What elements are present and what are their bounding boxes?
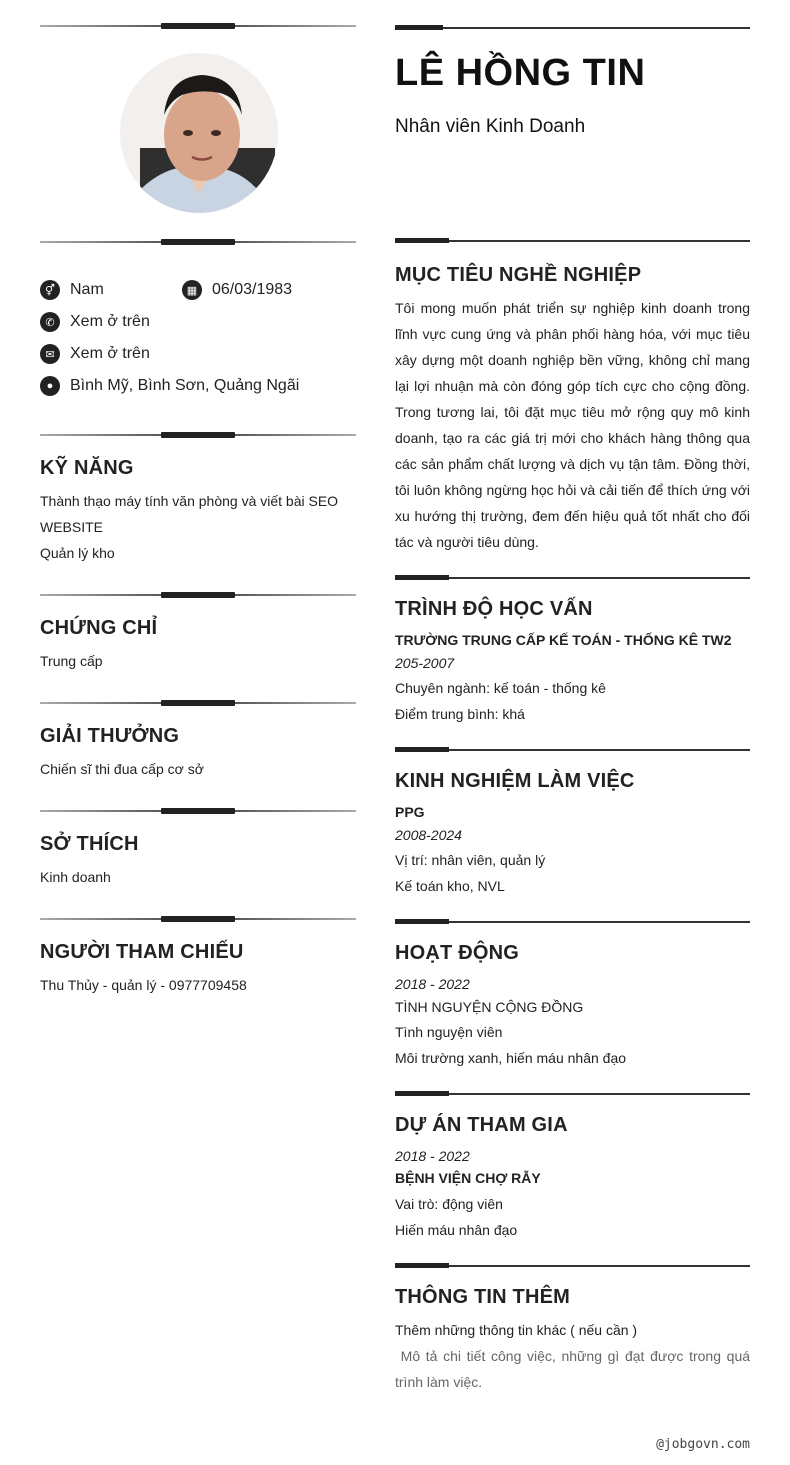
divider <box>40 805 356 817</box>
location-icon: ● <box>40 376 60 396</box>
experience-title: KINH NGHIỆM LÀM VIỆC <box>395 770 635 792</box>
address-value: Bình Mỹ, Bình Sơn, Quảng Ngãi <box>70 377 300 394</box>
education-major: Chuyên ngành: kế toán - thống kê <box>395 680 606 696</box>
projects-period: 2018 - 2022 <box>395 1148 470 1164</box>
divider <box>395 747 750 753</box>
divider <box>40 236 356 248</box>
gender-icon: ⚥ <box>40 280 60 300</box>
calendar-icon: ▦ <box>182 280 202 300</box>
skills-line: Thành thạo máy tính văn phòng và viết bài SEO <box>40 493 339 509</box>
activities-title: HOẠT ĐỘNG <box>395 942 520 964</box>
skills-line: WEBSITE <box>40 519 104 535</box>
hobbies-title: SỞ THÍCH <box>40 833 139 855</box>
phone-icon: ✆ <box>40 312 60 332</box>
divider <box>395 1263 750 1269</box>
divider <box>395 575 750 581</box>
activities-role: Tình nguyện viên <box>395 1024 503 1040</box>
divider <box>40 429 356 441</box>
experience-position: Vị trí: nhân viên, quản lý <box>395 852 546 868</box>
education-period: 205-2007 <box>395 655 455 671</box>
divider <box>395 1091 750 1097</box>
projects-desc: Hiến máu nhân đạo <box>395 1222 518 1238</box>
job-title: Nhân viên Kinh Doanh <box>395 116 586 137</box>
divider <box>40 913 356 925</box>
education-title: TRÌNH ĐỘ HỌC VẤN <box>395 598 593 620</box>
skills-title: KỸ NĂNG <box>40 457 134 479</box>
skills-line: Quản lý kho <box>40 545 115 561</box>
certs-line: Trung cấp <box>40 653 103 669</box>
phone-row <box>40 310 150 334</box>
experience-company: PPG <box>395 804 425 820</box>
divider <box>40 697 356 709</box>
dob-row <box>182 278 292 302</box>
awards-line: Chiến sĩ thi đua cấp cơ sở <box>40 761 204 777</box>
projects-title: DỰ ÁN THAM GIA <box>395 1114 568 1136</box>
email-row <box>40 342 150 366</box>
awards-title: GIẢI THƯỞNG <box>40 725 180 747</box>
extra-title: THÔNG TIN THÊM <box>395 1286 571 1308</box>
extra-line2: Mô tả chi tiết công việc, những gì đạt được trong quá trình làm việc. <box>395 1348 754 1390</box>
activities-desc: Môi trường xanh, hiến máu nhân đạo <box>395 1050 627 1066</box>
divider <box>395 238 750 244</box>
extra-line1: Thêm những thông tin khác ( nếu cần ) <box>395 1322 638 1338</box>
gender-row <box>40 278 104 302</box>
projects-role: Vai trò: động viên <box>395 1196 503 1212</box>
divider <box>40 20 356 32</box>
avatar <box>120 53 278 213</box>
email-value: Xem ở trên <box>70 345 150 362</box>
email-icon: ✉ <box>40 344 60 364</box>
objective-title: MỤC TIÊU NGHỀ NGHIỆP <box>395 264 642 286</box>
education-school: TRƯỜNG TRUNG CẤP KẾ TOÁN - THỐNG KÊ TW2 <box>395 632 732 648</box>
hobbies-line: Kinh doanh <box>40 869 111 885</box>
objective-text: Tôi mong muốn phát triển sự nghiệp kinh doanh trong lĩnh vực cung ứng và phân phối hàng hóa, với mục tiêu xây dựng một doanh nghiệp bền vững, không chỉ mang lại lợi nhuận mà còn đóng góp tích cực cho cộng đồng. Trong tương lai, tôi đặt mục tiêu mở rộng quy mô kinh doanh, tạo ra các giá trị mới cho khách hàng thông qua các sản phẩm chất lượng và dịch vụ tận tâm. Đồng thời, tôi luôn không ngừng học hỏi và cải tiến để thích ứng với xu hướng thị trường, đem đến hiệu quả tốt nhất cho đối tác và người tiêu dùng. <box>395 300 750 550</box>
activities-period: 2018 - 2022 <box>395 976 470 992</box>
refs-title: NGƯỜI THAM CHIẾU <box>40 941 244 963</box>
experience-desc: Kế toán kho, NVL <box>395 878 505 894</box>
refs-line: Thu Thủy - quản lý - 0977709458 <box>40 977 247 993</box>
gender-value: Nam <box>70 281 104 298</box>
divider <box>40 589 356 601</box>
experience-period: 2008-2024 <box>395 827 462 843</box>
education-gpa: Điểm trung bình: khá <box>395 706 525 722</box>
divider <box>395 25 750 31</box>
certs-title: CHỨNG CHỈ <box>40 617 158 639</box>
address-row <box>40 374 299 398</box>
activities-org: TÌNH NGUYỆN CỘNG ĐỒNG <box>395 999 584 1015</box>
candidate-name: LÊ HỒNG TIN <box>395 52 646 94</box>
divider <box>395 919 750 925</box>
phone-value: Xem ở trên <box>70 313 150 330</box>
footer-watermark: @jobgovn.com <box>656 1437 750 1452</box>
dob-value: 06/03/1983 <box>212 281 293 298</box>
projects-name: BỆNH VIỆN CHỢ RẪY <box>395 1170 541 1186</box>
